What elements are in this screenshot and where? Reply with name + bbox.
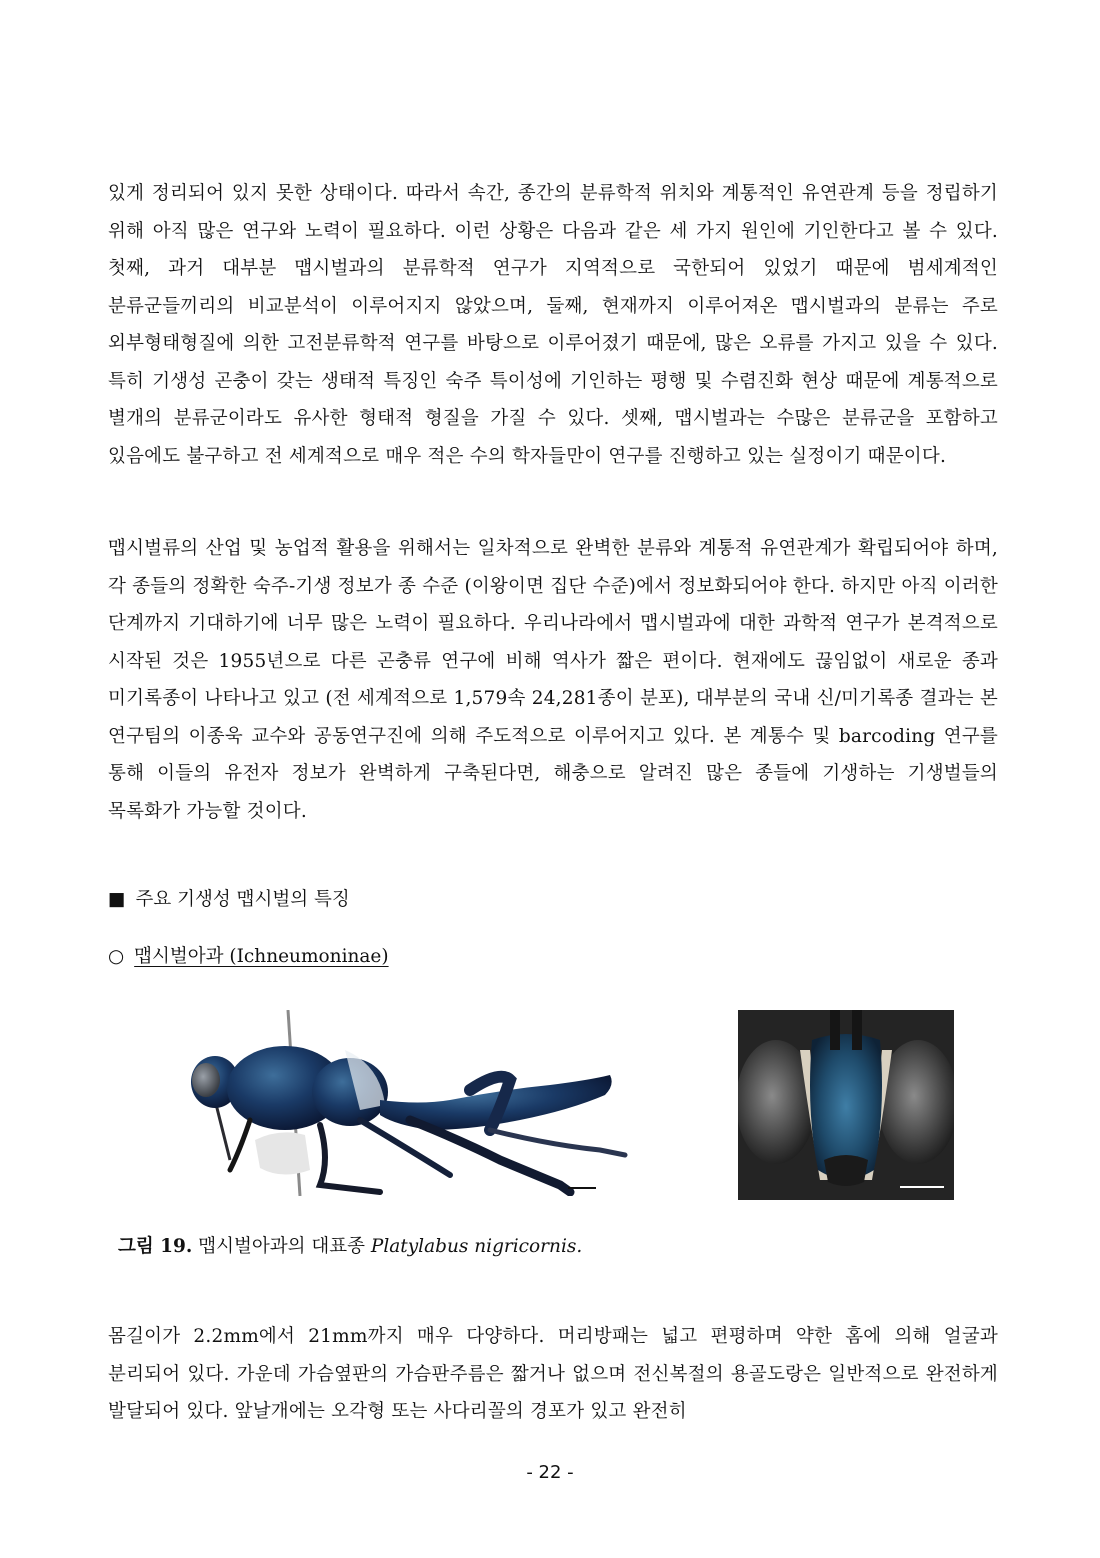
figure-label: 그림 19. [118, 1236, 193, 1257]
wasp-head-frontal-view-image [738, 1010, 954, 1200]
section-heading-text: 주요 기생성 맵시벌의 특징 [135, 889, 350, 910]
square-bullet-icon: ■ [108, 889, 126, 910]
figure-caption-text: 맵시벌아과의 대표종 [198, 1236, 365, 1257]
page-number: - 22 - [526, 1462, 574, 1483]
body-paragraph-1: 있게 정리되어 있지 못한 상태이다. 따라서 속간, 종간의 분류학적 위치와 계통적인 유연관계 등을 정립하기 위해 아직 많은 연구와 노력이 필요하다. 이런 상황은 다음과 같은 세 가지 원인에 기인한다고 볼 수 있다. 첫째, 과거 대부분 맵시벌과의 분류학적 연구가 지역적으로 국한되어 있었기 때문에 범세계적인 분류군들끼리의 비교분석이 이루어지지 않았으며, 둘째, 현재까지 이루어져온 맵시벌과의 분류는 주로 외부형태형질에 의한 고전분류학적 연구를 바탕으로 이루어졌기 때문에, 많은 오류를 가지고 있을 수 있다. 특히 기생성 곤충이 갖는 생태적 특징인 숙주 특이성에 기인하는 평행 및 수렴진화 현상 때문에 계통적으로 별개의 분류군이라도 유사한 형태적 형질을 가질 수 있다. 셋째, 맵시벌과는 수많은 분류군을 포함하고 있음에도 불구하고 전 세계적으로 매우 적은 수의 학자들만이 연구를 진행하고 있는 실정이기 때문이다. [108, 183, 998, 467]
figure-species-name: Platylabus nigricornis. [370, 1236, 583, 1257]
wasp-lateral-view-image [170, 1010, 638, 1196]
circle-bullet-icon: ○ [108, 946, 125, 967]
figure-caption [118, 1232, 582, 1262]
section-heading [108, 885, 350, 915]
body-paragraph-3: 몸길이가 2.2mm에서 21mm까지 매우 다양하다. 머리방패는 넓고 편평하며 약한 홈에 의해 얼굴과 분리되어 있다. 가운데 가슴옆판의 가슴판주름은 짧거나 없으며 전신복절의 용골도랑은 일반적으로 완전하게 발달되어 있다. 앞날개에는 오각형 또는 사다리꼴의 경포가 있고 완전히 [108, 1326, 998, 1422]
subsection-heading [108, 942, 389, 972]
subsection-heading-text: 맵시벌아과 (Ichneumoninae) [134, 946, 389, 967]
body-paragraph-2: 맵시벌류의 산업 및 농업적 활용을 위해서는 일차적으로 완벽한 분류와 계통적 유연관계가 확립되어야 하며, 각 종들의 정확한 숙주-기생 정보가 종 수준 (이왕이면 집단 수준)에서 정보화되어야 한다. 하지만 아직 이러한 단계까지 기대하기에 너무 많은 노력이 필요하다. 우리나라에서 맵시벌과에 대한 과학적 연구가 본격적으로 시작된 것은 1955년으로 다른 곤충류 연구에 비해 역사가 짧은 편이다. 현재에도 끊임없이 새로운 종과 미기록종이 나타나고 있고 (전 세계적으로 1,579속 24,281종이 분포), 대부분의 국내 신/미기록종 결과는 본 연구팀의 이종욱 교수와 공동연구진에 의해 주도적으로 이루어지고 있다. 본 계통수 및 barcoding 연구를 통해 이들의 유전자 정보가 완벽하게 구축된다면, 해충으로 알려진 많은 종들에 기생하는 기생벌들의 목록화가 가능할 것이다. [108, 538, 998, 822]
